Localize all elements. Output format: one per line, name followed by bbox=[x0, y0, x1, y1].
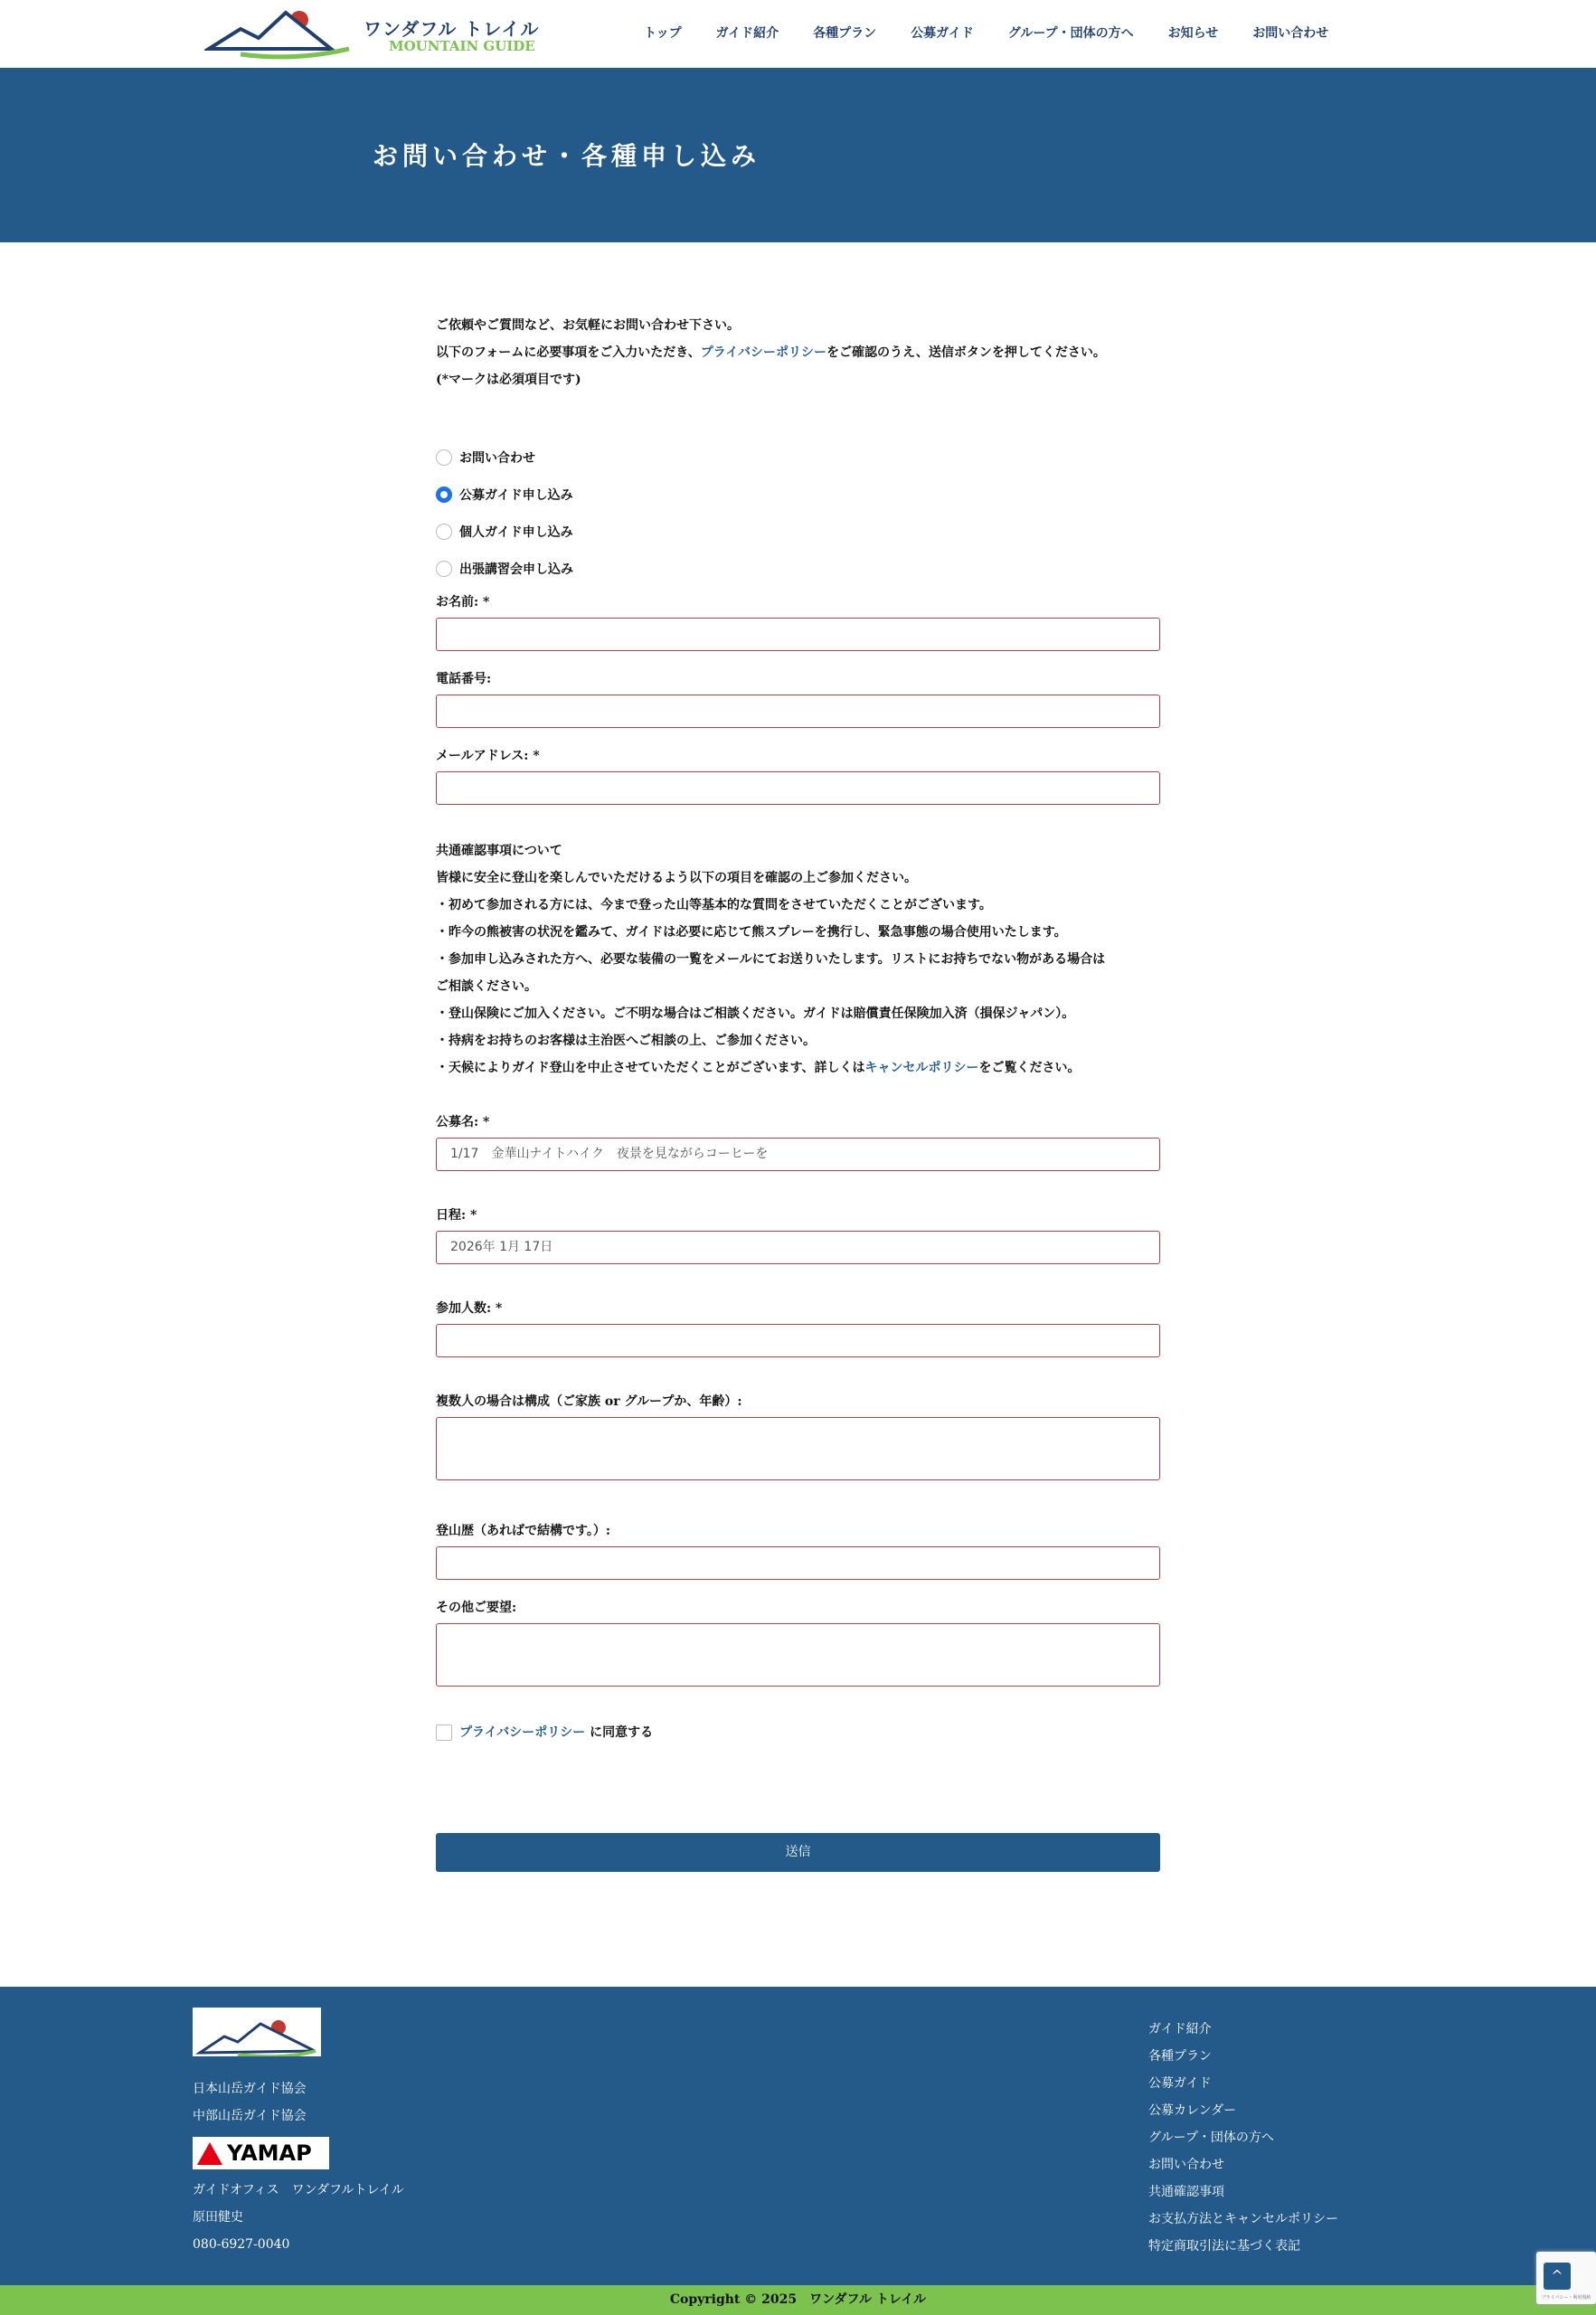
footer-link[interactable]: 特定商取引法に基づく表記 bbox=[1148, 2239, 1300, 2254]
intro-line bbox=[436, 339, 1160, 366]
footer-info bbox=[193, 2075, 404, 2258]
contact-form bbox=[436, 312, 1160, 1872]
footer-link[interactable]: お支払方法とキャンセルポリシー bbox=[1148, 2212, 1338, 2226]
recaptcha-text: プライバシー・利用規約 bbox=[1541, 2295, 1591, 2301]
assoc-name: 日本山岳ガイド協会 bbox=[193, 2082, 307, 2096]
email-label: メールアドレス: * bbox=[436, 749, 540, 763]
nav-top[interactable]: トップ bbox=[644, 26, 682, 41]
footer-links bbox=[1148, 2016, 1338, 2260]
radio-public-guide[interactable] bbox=[436, 476, 1160, 513]
logo-subtitle: MOUNTAIN GUIDE bbox=[389, 38, 535, 54]
note-line: ・登山保険にご加入ください。ご不明な場合はご相談ください。ガイドは賠償責任保険加入済（損保ジャパン）。 bbox=[436, 1006, 1075, 1021]
back-to-top-button[interactable] bbox=[1544, 2263, 1571, 2290]
radio-label: お問い合わせ bbox=[459, 450, 535, 466]
date-label: 日程: * bbox=[436, 1208, 477, 1223]
footer-link[interactable]: グループ・団体の方へ bbox=[1148, 2131, 1274, 2145]
radio-label: 個人ガイド申し込み bbox=[459, 524, 573, 540]
radio-private-guide[interactable] bbox=[436, 513, 1160, 550]
nav-news[interactable]: お知らせ bbox=[1167, 26, 1219, 41]
note-line: ・初めて参加される方には、今まで登った山等基本的な質問をさせていただくことがございます。 bbox=[436, 898, 992, 912]
nav-plans[interactable]: 各種プラン bbox=[813, 26, 877, 41]
phone-number: 080-6927-0040 bbox=[193, 2237, 290, 2252]
privacy-consent bbox=[436, 1723, 1160, 1741]
count-input[interactable] bbox=[436, 1324, 1160, 1357]
footer-logo[interactable] bbox=[193, 2008, 321, 2056]
event-label: 公募名: * bbox=[436, 1115, 490, 1129]
note-line: ・昨今の熊被害の状況を鑑みて、ガイドは必要に応じて熊スプレーを携行し、緊急事態の場合使用いたします。 bbox=[436, 925, 1067, 940]
site-header bbox=[0, 0, 1596, 68]
footer-link[interactable]: ガイド紹介 bbox=[1148, 2022, 1212, 2036]
yamap-logo[interactable] bbox=[193, 2137, 329, 2169]
note-line: ・持病をお持ちのお客様は主治医へご相談の上、ご参加ください。 bbox=[436, 1034, 816, 1048]
radio-workshop[interactable] bbox=[436, 550, 1160, 587]
phone-input[interactable] bbox=[436, 694, 1160, 728]
notes-title: 共通確認事項について bbox=[436, 844, 562, 858]
group-textarea[interactable] bbox=[436, 1417, 1160, 1480]
note-line: ご相談ください。 bbox=[436, 979, 537, 994]
site-logo[interactable] bbox=[204, 2, 566, 60]
date-input[interactable]: 2026年 1月 17日 bbox=[436, 1231, 1160, 1264]
consent-text: に同意する bbox=[585, 1725, 654, 1740]
page-title: お問い合わせ・各種申し込み bbox=[373, 141, 761, 171]
copyright: Copyright © 2025 ワンダフル トレイル bbox=[0, 2285, 1596, 2315]
footer-link[interactable]: 公募カレンダー bbox=[1148, 2103, 1237, 2118]
email-input[interactable] bbox=[436, 771, 1160, 805]
mountain-logo-icon bbox=[204, 2, 358, 60]
chevron-up-icon: ^ bbox=[1551, 2267, 1563, 2284]
recaptcha-badge[interactable] bbox=[1536, 2252, 1596, 2304]
intro-line: ご依頼やご質問など、お気軽にお問い合わせ下さい。 bbox=[436, 318, 740, 333]
note-text: をご覧ください。 bbox=[978, 1061, 1081, 1075]
office-name: ガイドオフィス ワンダフルトレイル bbox=[193, 2183, 404, 2197]
cancel-policy-link[interactable]: キャンセルポリシー bbox=[864, 1061, 979, 1075]
required-note: (*マークは必須項目です) bbox=[436, 373, 581, 387]
footer-link[interactable]: 公募ガイド bbox=[1148, 2076, 1212, 2091]
nav-contact[interactable]: お問い合わせ bbox=[1252, 26, 1329, 41]
footer-link[interactable]: 各種プラン bbox=[1148, 2049, 1212, 2064]
consent-privacy-link[interactable]: プライバシーポリシー bbox=[459, 1725, 586, 1740]
person-name: 原田健史 bbox=[193, 2210, 243, 2225]
logo-title: ワンダフル トレイル bbox=[364, 18, 540, 40]
nav-groups[interactable]: グループ・団体の方へ bbox=[1007, 26, 1134, 41]
yamap-text: YAMAP bbox=[227, 2140, 312, 2166]
phone-label: 電話番号: bbox=[436, 672, 492, 686]
radio-button[interactable] bbox=[436, 524, 452, 540]
note-text: ・天候によりガイド登山を中止させていただくことがございます、詳しくは bbox=[436, 1061, 865, 1075]
page-hero bbox=[0, 68, 1596, 242]
site-footer bbox=[0, 1987, 1596, 2285]
mountain-logo-icon bbox=[193, 2008, 321, 2056]
name-input[interactable] bbox=[436, 618, 1160, 651]
submit-button[interactable]: 送信 bbox=[436, 1833, 1160, 1872]
event-input[interactable]: 1/17 金華山ナイトハイク 夜景を見ながらコーヒーを bbox=[436, 1138, 1160, 1171]
note-line: 皆様に安全に登山を楽しんでいただけるよう以下の項目を確認の上ご参加ください。 bbox=[436, 871, 917, 885]
history-label: 登山歴（あればで結構です。）: bbox=[436, 1524, 611, 1538]
other-label: その他ご要望: bbox=[436, 1601, 517, 1615]
main-nav bbox=[644, 24, 1363, 42]
group-label: 複数人の場合は構成（ご家族 or グループか、年齢）: bbox=[436, 1394, 742, 1409]
intro-text: をご確認のうえ、送信ボタンを押してください。 bbox=[826, 345, 1106, 360]
note-line: ・参加申し込みされた方へ、必要な装備の一覧をメールにてお送りいたします。リストにお持ちでない物がある場合は bbox=[436, 952, 1106, 967]
radio-button[interactable] bbox=[436, 487, 452, 503]
footer-link[interactable]: お問い合わせ bbox=[1148, 2158, 1224, 2172]
radio-inquiry[interactable] bbox=[436, 439, 1160, 476]
consent-checkbox[interactable] bbox=[436, 1724, 452, 1741]
note-line bbox=[436, 1054, 1160, 1082]
nav-public-guide[interactable]: 公募ガイド bbox=[911, 26, 974, 41]
other-textarea[interactable] bbox=[436, 1623, 1160, 1687]
radio-label: 出張講習会申し込み bbox=[459, 562, 573, 577]
footer-link[interactable]: 共通確認事項 bbox=[1148, 2185, 1224, 2199]
count-label: 参加人数: * bbox=[436, 1301, 503, 1316]
radio-button[interactable] bbox=[436, 561, 452, 577]
yamap-triangle-icon bbox=[196, 2140, 223, 2166]
intro-text: 以下のフォームに必要事項をご入力いただき、 bbox=[436, 345, 701, 360]
name-label: お名前: * bbox=[436, 595, 490, 609]
assoc-name: 中部山岳ガイド協会 bbox=[193, 2109, 307, 2123]
history-input[interactable] bbox=[436, 1546, 1160, 1580]
radio-label: 公募ガイド申し込み bbox=[459, 487, 573, 503]
radio-button[interactable] bbox=[436, 449, 452, 466]
privacy-policy-link[interactable]: プライバシーポリシー bbox=[700, 345, 827, 360]
nav-guide-intro[interactable]: ガイド紹介 bbox=[715, 26, 779, 41]
